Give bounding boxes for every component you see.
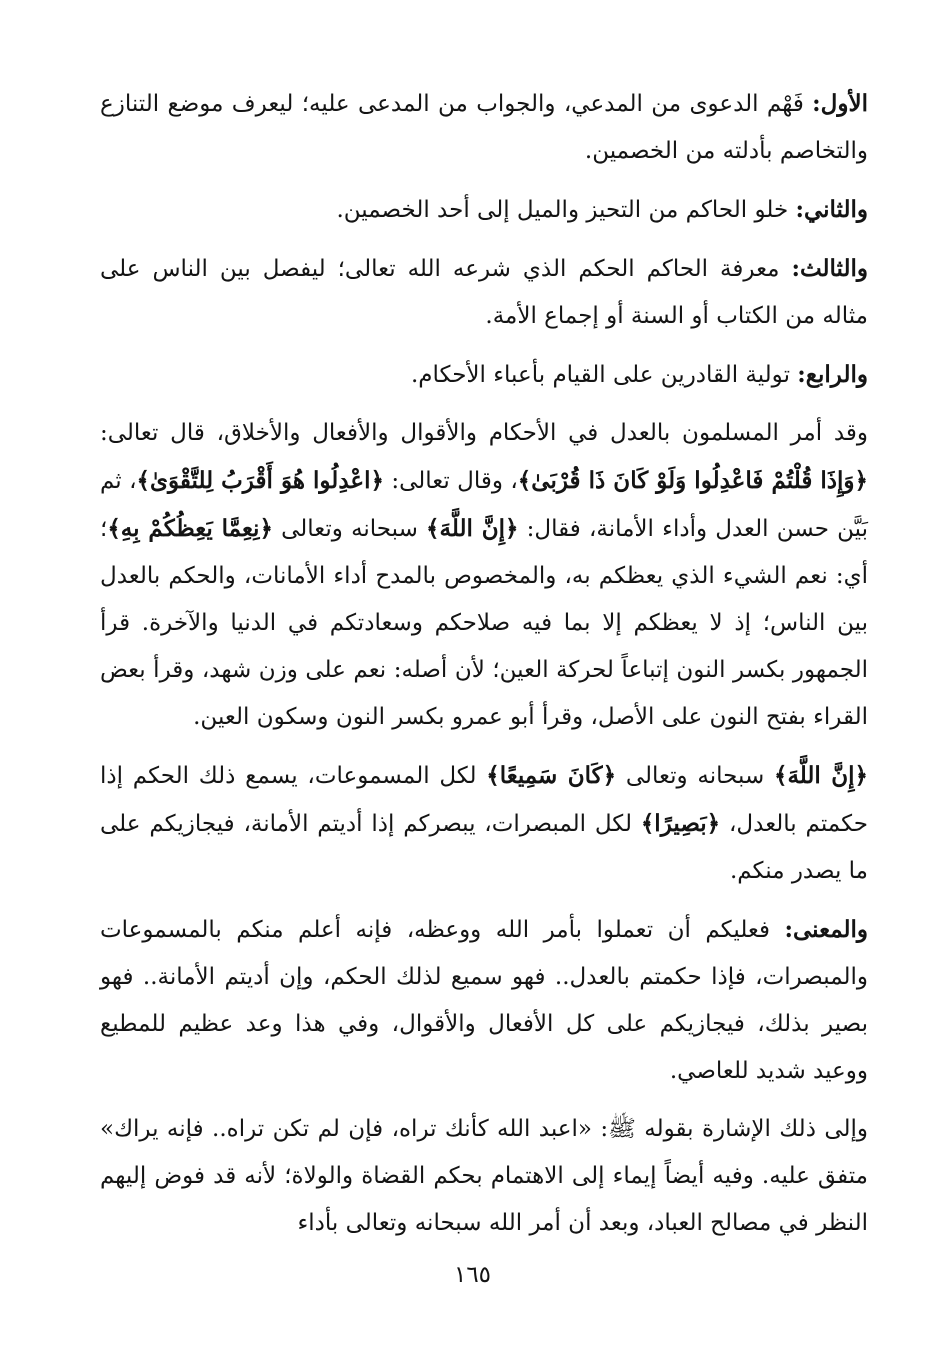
paragraph-justice: [100, 410, 868, 741]
paragraph-fourth: [100, 351, 868, 399]
quran-verse: ﴿إِنَّ اللَّهَ﴾: [773, 762, 868, 789]
quran-verse: ﴿كَانَ سَمِيعًا﴾: [486, 762, 617, 789]
body-text: ، ثم بَيَّن حسن العدل وأداء الأمانة، فقال:: [100, 468, 868, 542]
body-text: ، وقال تعالى:: [383, 468, 518, 494]
paragraph-hearing-seeing: [100, 752, 868, 895]
paragraph-text: فَهْم الدعوى من المدعي، والجواب من المدعى عليه؛ ليعرف موضع التنازع والتخاصم بأدلته من الخصمين.: [100, 91, 868, 164]
body-text: سبحانه وتعالى: [616, 763, 774, 789]
paragraph-lead: والثاني:: [795, 196, 868, 223]
paragraph-lead: والمعنى:: [784, 916, 868, 943]
body-text: ؛ أي: نعم الشيء الذي يعظكم به، والمخصوص بالمدح أداء الأمانات، والحكم بالعدل بين الناس؛ إذ لا يعظكم إلا بما فيه صلاحكم وسعادتكم في الدنيا والآخرة. قرأ الجمهور بكسر النون إتباعاً لحركة العين؛ لأن أصله: نعم على وزن شهد، وقرأ بعض القراء بفتح النون على الأصل، وقرأ أبو عمرو بكسر النون وسكون العين.: [100, 516, 868, 730]
quran-verse: ﴿اعْدِلُوا هُوَ أَقْرَبُ لِلتَّقْوَىٰ﴾: [136, 467, 384, 494]
body-text: لكل المبصرات، يبصركم إذا أديتم الأمانة، فيجازيكم على ما يصدر منكم.: [100, 811, 868, 884]
page-number: ١٦٥: [453, 1262, 492, 1288]
body-text: لكل المسموعات، يسمع ذلك الحكم إذا حكمتم بالعدل،: [100, 763, 868, 837]
paragraph-text: خلو الحاكم من التحيز والميل إلى أحد الخصمين.: [336, 197, 796, 223]
body-text: سبحانه وتعالى: [272, 516, 427, 542]
paragraph-text: تولية القادرين على القيام بأعباء الأحكام.: [410, 362, 798, 388]
paragraph-meaning: [100, 906, 868, 1095]
paragraph-lead: والثالث:: [791, 255, 868, 282]
paragraph-text: فعليكم أن تعملوا بأمر الله ووعظه، فإنه أعلم منكم بالمسموعات والمبصرات، فإذا حكمتم بالعدل.. فهو سميع لذلك الحكم، وإن أديتم الأمانة.. فهو بصير بذلك، فيجازيكم على كل الأفعال والأقوال، وفي هذا وعد عظيم للمطيع ووعيد شديد للعاصي.: [100, 917, 868, 1084]
paragraph-third: [100, 245, 868, 340]
paragraph-text: معرفة الحاكم الحكم الذي شرعه الله تعالى؛ ليفصل بين الناس على مثاله من الكتاب أو السنة أو إجماع الأمة.: [100, 256, 868, 329]
paragraph-hadith: [100, 1106, 868, 1247]
quran-verse: ﴿إِنَّ اللَّهَ﴾: [426, 515, 519, 542]
paragraph-second: [100, 186, 868, 234]
quran-verse: ﴿بَصِيرًا﴾: [640, 810, 721, 837]
body-text: وإلى ذلك الإشارة بقوله ﷺ: «اعبد الله كأنك تراه، فإن لم تكن تراه.. فإنه يراك» متفق عليه. وفيه أيضاً إيماء إلى الاهتمام بحكم القضاة والولاة؛ لأنه قد فوض إليهم النظر في مصالح العباد، وبعد أن أمر الله سبحانه وتعالى بأداء: [100, 1116, 868, 1236]
body-text: وقد أمر المسلمون بالعدل في الأحكام والأقوال والأفعال والأخلاق، قال تعالى:: [100, 420, 868, 446]
paragraph-first: [100, 80, 868, 175]
paragraph-lead: والرابع:: [797, 361, 868, 388]
quran-verse: ﴿نِعِمَّا يَعِظُكُمْ بِهِ﴾: [107, 515, 273, 542]
quran-verse: ﴿وَإِذَا قُلْتُمْ فَاعْدِلُوا وَلَوْ كَانَ ذَا قُرْبَىٰ﴾: [517, 467, 868, 494]
page-body: [100, 80, 868, 1258]
paragraph-lead: الأول:: [812, 90, 868, 117]
